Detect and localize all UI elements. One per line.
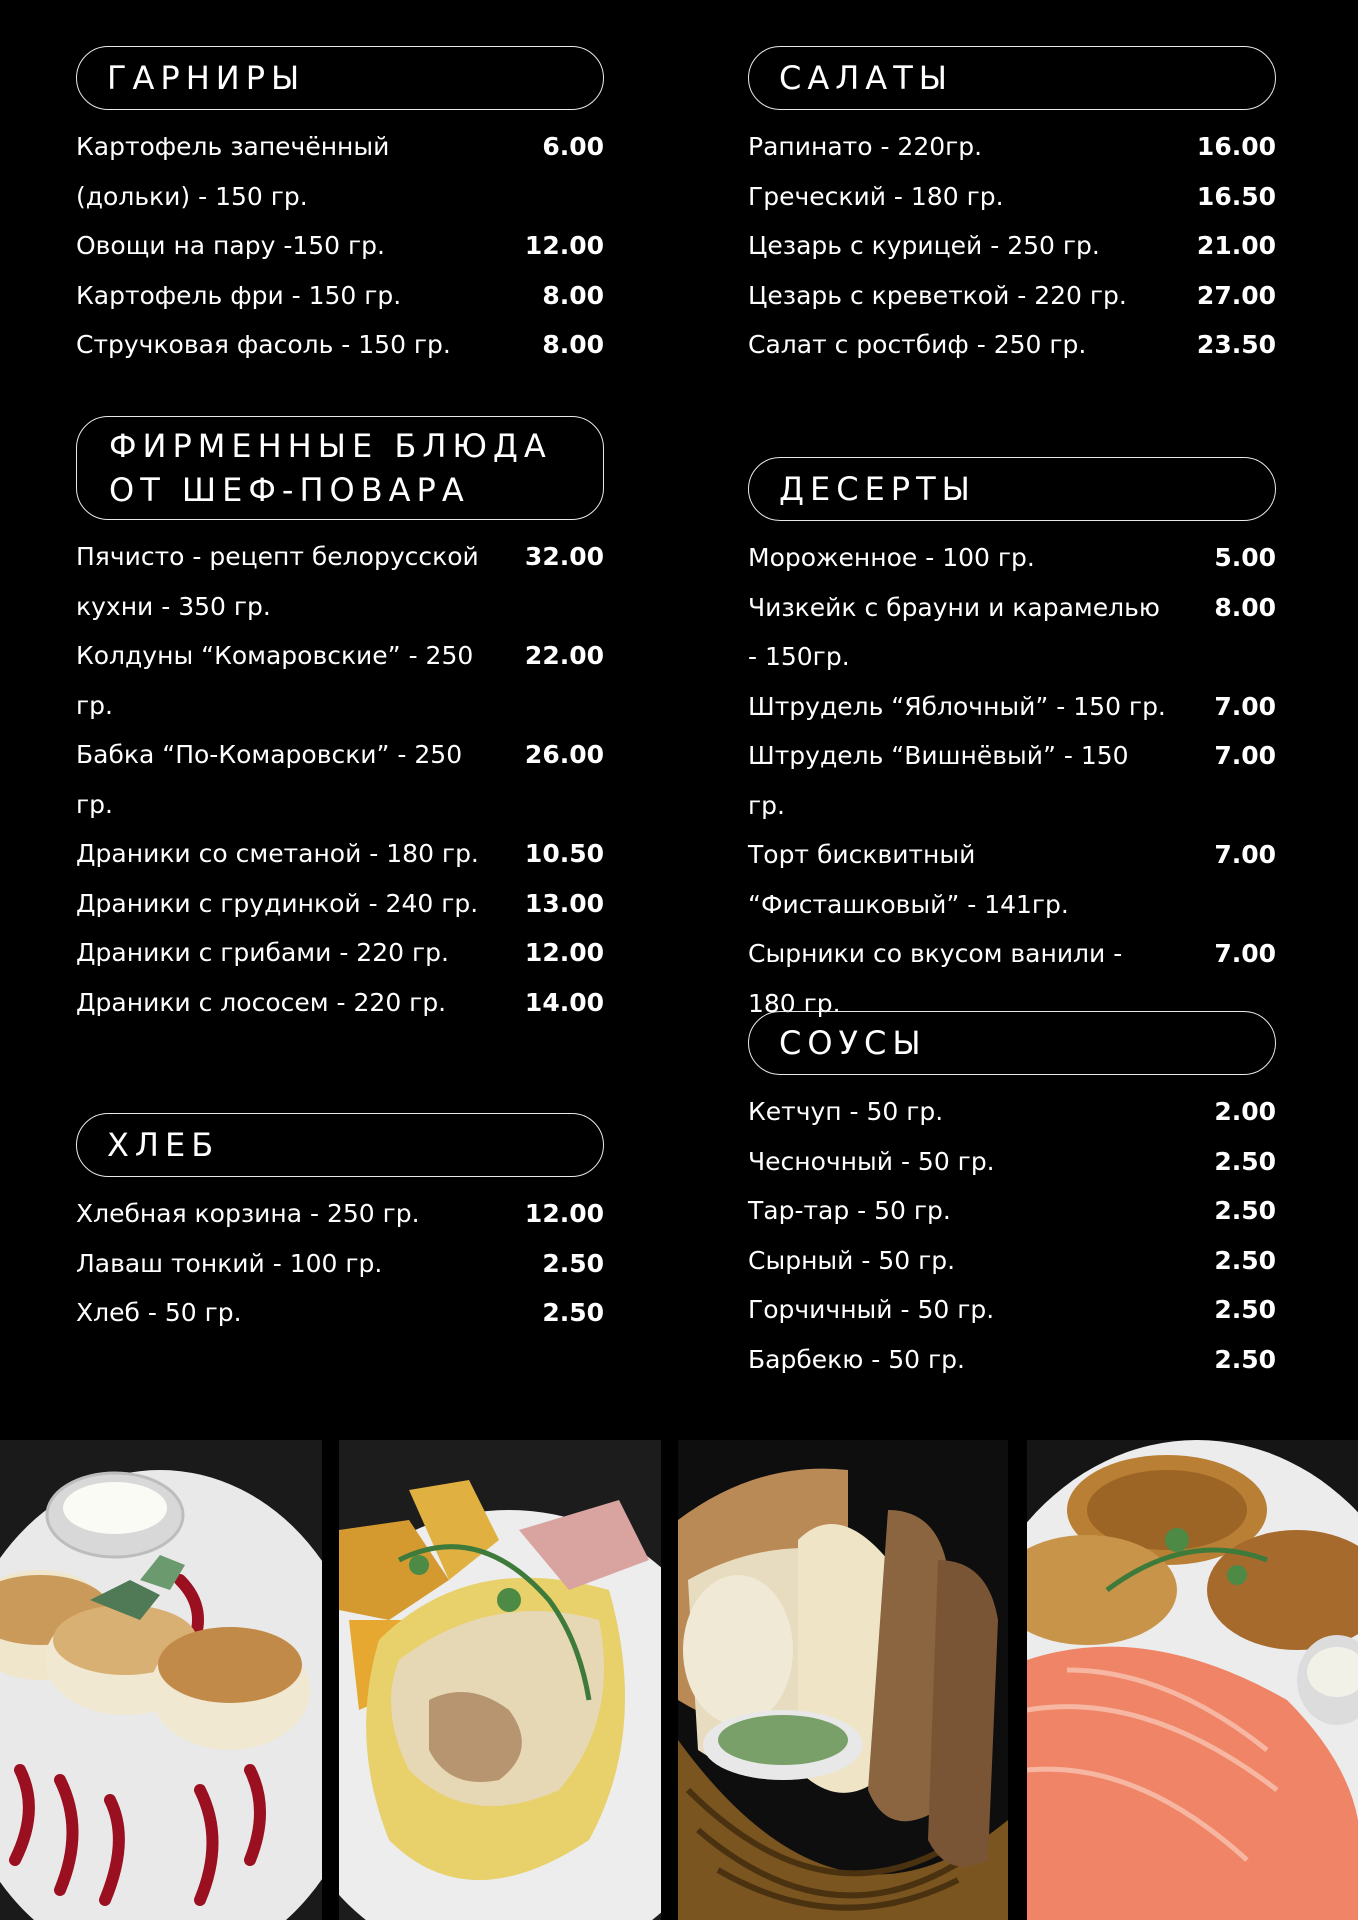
menu-item-name: Сырный - 50 гр. bbox=[748, 1245, 956, 1275]
menu-item bbox=[76, 928, 604, 978]
menu-item-price: 21.00 bbox=[1196, 231, 1276, 260]
menu-item bbox=[748, 1137, 1276, 1187]
menu-item-price: 2.50 bbox=[1214, 1295, 1276, 1324]
menu-item-price: 2.50 bbox=[1214, 1344, 1276, 1374]
menu-item-price: 6.00 bbox=[542, 132, 604, 161]
menu-item bbox=[748, 1087, 1276, 1137]
menu-item bbox=[76, 122, 604, 221]
section-title-sauces: СОУСЫ bbox=[748, 1011, 1276, 1075]
menu-item bbox=[76, 271, 604, 321]
menu-item-price: 12.00 bbox=[524, 231, 604, 260]
menu-item-price: 7.00 bbox=[1214, 691, 1276, 721]
section-desserts bbox=[748, 457, 1276, 1028]
photo-syrniki bbox=[0, 1440, 322, 1920]
menu-item-name: Хлебная корзина - 250 гр. bbox=[76, 1199, 420, 1228]
menu-item-name: Кетчуп - 50 гр. bbox=[748, 1097, 944, 1126]
menu-item bbox=[76, 631, 604, 730]
bread-list bbox=[76, 1189, 604, 1338]
menu-item-name: Штрудель “Яблочный” - 150 гр. bbox=[748, 691, 1166, 721]
menu-item bbox=[76, 730, 604, 829]
desserts-list bbox=[748, 533, 1276, 1028]
menu-item-price: 2.50 bbox=[1214, 1245, 1276, 1275]
menu-item-name: Стручковая фасоль - 150 гр. bbox=[76, 330, 451, 359]
food-photo-strip bbox=[0, 1440, 1358, 1920]
section-title-bread: ХЛЕБ bbox=[76, 1113, 604, 1177]
menu-item-price: 16.50 bbox=[1196, 181, 1276, 211]
section-bread bbox=[76, 1113, 604, 1338]
menu-item bbox=[748, 1285, 1276, 1335]
section-garnish bbox=[76, 46, 604, 370]
menu-item bbox=[748, 533, 1276, 583]
menu-item-price: 10.50 bbox=[524, 839, 604, 868]
menu-item-price: 14.00 bbox=[524, 987, 604, 1017]
menu-item bbox=[748, 122, 1276, 172]
menu-item-price: 26.00 bbox=[524, 740, 604, 769]
menu-item-name: Драники с лососем - 220 гр. bbox=[76, 987, 447, 1017]
menu-item-name: Лаваш тонкий - 100 гр. bbox=[76, 1248, 383, 1278]
menu-item-price: 5.00 bbox=[1214, 543, 1276, 572]
menu-item-price: 2.50 bbox=[1214, 1196, 1276, 1225]
menu-item-name: Штрудель “Вишнёвый” - 150 гр. bbox=[748, 741, 1129, 820]
menu-item-name: Цезарь с курицей - 250 гр. bbox=[748, 231, 1100, 260]
menu-item-name: Горчичный - 50 гр. bbox=[748, 1295, 995, 1324]
menu-item bbox=[748, 731, 1276, 830]
signature-list bbox=[76, 532, 604, 1027]
menu-item-price: 22.00 bbox=[524, 641, 604, 670]
menu-item-name: Хлеб - 50 гр. bbox=[76, 1298, 242, 1327]
menu-item bbox=[76, 221, 604, 271]
menu-item-name: Барбекю - 50 гр. bbox=[748, 1344, 965, 1374]
menu-item-name: Картофель запечённый (дольки) - 150 гр. bbox=[76, 132, 390, 211]
section-sauces bbox=[748, 1011, 1276, 1384]
menu-item-name: Колдуны “Комаровские” - 250 гр. bbox=[76, 641, 474, 720]
menu-item-name: Тар-тар - 50 гр. bbox=[748, 1196, 951, 1225]
section-title-signature bbox=[76, 416, 604, 520]
menu-item bbox=[76, 879, 604, 929]
menu-item bbox=[76, 1189, 604, 1239]
menu-item-name: Драники с грибами - 220 гр. bbox=[76, 938, 449, 967]
menu-item-price: 2.00 bbox=[1214, 1097, 1276, 1126]
menu-item-price: 8.00 bbox=[542, 280, 604, 310]
menu-item-price: 23.50 bbox=[1196, 330, 1276, 359]
menu-item-price: 27.00 bbox=[1196, 280, 1276, 310]
menu-item bbox=[76, 1239, 604, 1289]
menu-item-price: 12.00 bbox=[524, 938, 604, 967]
menu-item-name: Торт бисквитный “Фисташковый” - 141гр. bbox=[748, 840, 1069, 919]
menu-item bbox=[748, 682, 1276, 732]
menu-item bbox=[76, 978, 604, 1028]
menu-item-name: Драники с грудинкой - 240 гр. bbox=[76, 888, 479, 918]
menu-item bbox=[748, 830, 1276, 929]
menu-item-price: 12.00 bbox=[524, 1199, 604, 1228]
menu-item-price: 7.00 bbox=[1214, 840, 1276, 869]
section-salads bbox=[748, 46, 1276, 370]
section-signature bbox=[76, 416, 604, 1027]
menu-item bbox=[76, 1288, 604, 1338]
menu-item bbox=[748, 320, 1276, 370]
menu-item-name: Мороженное - 100 гр. bbox=[748, 543, 1035, 572]
photo-draniki-salmon bbox=[1027, 1440, 1358, 1920]
menu-item bbox=[748, 172, 1276, 222]
menu-item-name: Сырники со вкусом ванили - 180 гр. bbox=[748, 939, 1123, 1018]
menu-item-price: 2.50 bbox=[542, 1298, 604, 1327]
menu-item-price: 7.00 bbox=[1214, 741, 1276, 770]
photo-chicken-potatoes bbox=[339, 1440, 661, 1920]
section-title-salads: САЛАТЫ bbox=[748, 46, 1276, 110]
menu-item-price: 8.00 bbox=[1214, 592, 1276, 622]
section-title-desserts: ДЕСЕРТЫ bbox=[748, 457, 1276, 521]
menu-item-name: Бабка “По-Комаровски” - 250 гр. bbox=[76, 740, 463, 819]
menu-item bbox=[748, 1186, 1276, 1236]
menu-item-name: Рапинато - 220гр. bbox=[748, 132, 983, 161]
menu-item bbox=[76, 829, 604, 879]
menu-item-price: 16.00 bbox=[1196, 132, 1276, 161]
menu-item bbox=[748, 221, 1276, 271]
menu-item-name: Пячисто - рецепт белорусской кухни - 350 гр. bbox=[76, 542, 479, 621]
sauces-list bbox=[748, 1087, 1276, 1384]
menu-item-name: Овощи на пару -150 гр. bbox=[76, 231, 385, 260]
menu-item-price: 7.00 bbox=[1214, 939, 1276, 968]
menu-item-price: 2.50 bbox=[1214, 1146, 1276, 1176]
menu-item-price: 13.00 bbox=[524, 888, 604, 918]
menu-item-price: 2.50 bbox=[542, 1248, 604, 1278]
salads-list bbox=[748, 122, 1276, 370]
menu-item bbox=[748, 1335, 1276, 1385]
menu-item bbox=[76, 320, 604, 370]
menu-item-name: Картофель фри - 150 гр. bbox=[76, 280, 402, 310]
signature-title-line1: ФИРМЕННЫЕ БЛЮДА bbox=[109, 427, 552, 465]
menu-item-price: 32.00 bbox=[524, 542, 604, 571]
section-title-garnish: ГАРНИРЫ bbox=[76, 46, 604, 110]
menu-item bbox=[76, 532, 604, 631]
signature-title-line2: ОТ ШЕФ-ПОВАРА bbox=[109, 471, 470, 509]
photo-bread-basket bbox=[678, 1440, 1008, 1920]
garnish-list bbox=[76, 122, 604, 370]
menu-item bbox=[748, 583, 1276, 682]
menu-item-name: Цезарь с креветкой - 220 гр. bbox=[748, 280, 1127, 310]
menu-item-name: Драники со сметаной - 180 гр. bbox=[76, 839, 479, 868]
menu-item-price: 8.00 bbox=[542, 330, 604, 359]
menu-item-name: Греческий - 180 гр. bbox=[748, 181, 1004, 211]
menu-item bbox=[748, 1236, 1276, 1286]
menu-item-name: Салат с ростбиф - 250 гр. bbox=[748, 330, 1087, 359]
menu-item-name: Чесночный - 50 гр. bbox=[748, 1146, 995, 1176]
menu-item bbox=[748, 271, 1276, 321]
menu-item-name: Чизкейк с брауни и карамелью - 150гр. bbox=[748, 592, 1160, 671]
